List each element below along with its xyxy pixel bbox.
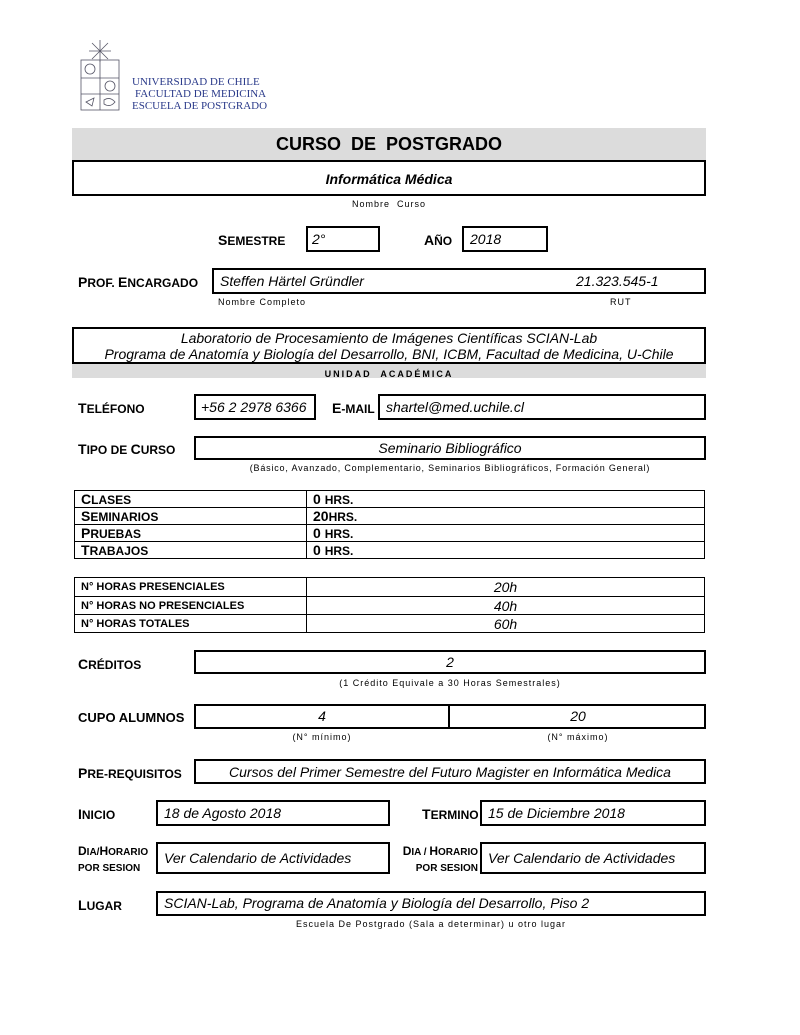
professor-name-caption: Nombre Completo (218, 297, 307, 307)
semester-field (306, 226, 380, 252)
academic-unit-caption: UNIDAD ACADÉMICA (324, 369, 454, 379)
prereq-field (194, 759, 706, 784)
course-type-field (194, 436, 706, 460)
capacity-max-caption: (N° máximo) (547, 732, 609, 742)
capacity-label: CUPO ALUMNOS (78, 710, 185, 725)
course-name: Informática Médica (325, 171, 453, 187)
course-type-value: Seminario Bibliográfico (378, 440, 522, 456)
place-value: SCIAN-Lab, Programa de Anatomía y Biología del Desarrollo, Piso 2 (164, 895, 590, 911)
start-value: 18 de Agosto 2018 (164, 805, 282, 821)
email-field (378, 394, 706, 420)
school-name: ESCUELA DE POSTGRADO (132, 100, 268, 112)
capacity-min-caption: (N° mínimo) (292, 732, 352, 742)
schedule2-label: DIA / HORARIO POR SESION (402, 844, 478, 874)
professor-rut-caption: RUT (610, 297, 632, 307)
end-value: 15 de Diciembre 2018 (488, 805, 625, 821)
email-value: shartel@med.uchile.cl (386, 399, 524, 415)
schedule1-label: DIA/HORARIO POR SESION (78, 844, 149, 874)
phone-value: +56 2 2978 6366 (201, 399, 307, 415)
course-type-caption: (Básico, Avanzado, Complementario, Seminarios Bibliográficos, Formación General) (249, 463, 651, 473)
end-field (480, 800, 706, 826)
end-label: TERMINO (422, 806, 479, 822)
page-title-bar (72, 128, 706, 160)
page-title: CURSO DE POSTGRADO (275, 134, 503, 154)
professor-rut: 21.323.545-1 (576, 273, 659, 289)
semester-label: SEMESTRE (218, 232, 286, 248)
schedule2-field (480, 842, 706, 874)
credits-field (194, 650, 706, 674)
year-value: 2018 (470, 231, 502, 247)
professor-label: PROF. ENCARGADO (78, 274, 199, 290)
institution-header (132, 76, 267, 112)
capacity-field (194, 704, 706, 729)
academic-unit-field (72, 327, 706, 364)
university-seal (78, 38, 122, 114)
university-name: UNIVERSIDAD DE CHILE (132, 76, 260, 88)
professor-field (212, 268, 706, 294)
table-row: N° HORAS NO PRESENCIALES 40h (75, 597, 705, 615)
course-type-label: TIPO DE CURSO (78, 441, 176, 457)
course-name-field (72, 160, 706, 196)
table-row: CLASES 0 HRS. (75, 491, 705, 508)
table-row: PRUEBAS 0 HRS. (75, 525, 705, 542)
credits-label: CRÉDITOS (78, 656, 142, 672)
prereq-label: PRE-REQUISITOS (78, 765, 182, 781)
start-field (156, 800, 390, 826)
credits-value: 2 (446, 654, 454, 670)
academic-unit-line1: Laboratorio de Procesamiento de Imágenes Científicas SCIAN-Lab (180, 330, 598, 346)
year-field (462, 226, 548, 252)
schedule1-field (156, 842, 390, 874)
faculty-name: FACULTAD DE MEDICINA (135, 88, 267, 100)
schedule2-value: Ver Calendario de Actividades (488, 850, 676, 866)
totals-table (74, 577, 705, 633)
place-field (156, 891, 706, 916)
year-label: AÑO (424, 232, 453, 248)
table-row: TRABAJOS 0 HRS. (75, 542, 705, 559)
semester-value: 2° (312, 231, 326, 247)
hours-table (74, 490, 705, 559)
table-row: SEMINARIOS 20HRS. (75, 508, 705, 525)
academic-unit-line2: Programa de Anatomía y Biología del Desarrollo, BNI, ICBM, Facultad de Medicina, U-Chile (104, 346, 674, 362)
capacity-max: 20 (570, 708, 586, 724)
academic-unit-caption-bar (72, 364, 706, 378)
schedule1-value: Ver Calendario de Actividades (164, 850, 352, 866)
capacity-min: 4 (318, 708, 326, 724)
table-row: N° HORAS PRESENCIALES 20h (75, 578, 705, 597)
phone-label: TELÉFONO (78, 400, 145, 416)
place-caption: Escuela De Postgrado (Sala a determinar) u otro lugar (295, 919, 567, 929)
email-label: E-MAIL (332, 400, 375, 416)
place-label: LUGAR (78, 897, 122, 913)
course-name-caption: Nombre Curso (351, 199, 427, 209)
prereq-value: Cursos del Primer Semestre del Futuro Magister en Informática Medica (229, 764, 671, 780)
credits-caption: (1 Crédito Equivale a 30 Horas Semestrales) (339, 678, 561, 688)
professor-name: Steffen Härtel Gründler (220, 273, 364, 289)
start-label: INICIO (78, 806, 116, 822)
table-row: N° HORAS TOTALES 60h (75, 615, 705, 633)
phone-field (194, 394, 316, 420)
